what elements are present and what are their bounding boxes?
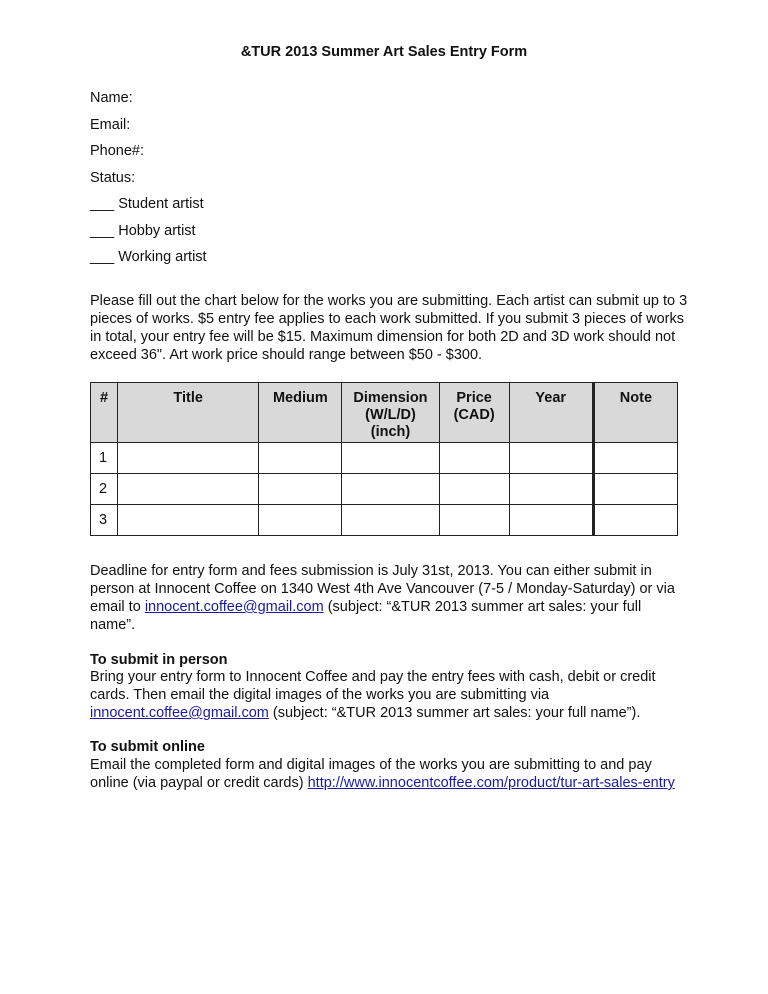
year-cell[interactable] bbox=[509, 443, 593, 474]
entry-table bbox=[90, 382, 678, 536]
deadline-text-end: (subject: “&TUR 2013 summer art sales: your full name”. bbox=[90, 599, 642, 633]
title-cell[interactable] bbox=[118, 474, 259, 505]
table-header-row bbox=[91, 383, 678, 443]
row-number: 3 bbox=[91, 505, 118, 536]
note-cell[interactable] bbox=[593, 474, 677, 505]
online-text: Email the completed form and digital images of the works you are submitting to and pay online (via paypal or credit cards) bbox=[90, 757, 652, 791]
dimension-cell[interactable] bbox=[342, 474, 439, 505]
medium-cell[interactable] bbox=[259, 474, 342, 505]
form-title: &TUR 2013 Summer Art Sales Entry Form bbox=[240, 44, 528, 60]
header-dimension: Dimension (W/L/D) (inch) bbox=[342, 383, 439, 443]
in-person-text: Bring your entry form to Innocent Coffee and pay the entry fees with cash, debit or credit cards. Then email the digital images of the works you are submitting via bbox=[90, 669, 656, 703]
header-number: # bbox=[91, 383, 118, 443]
year-cell[interactable] bbox=[509, 474, 593, 505]
intro-paragraph: Please fill out the chart below for the works you are submitting. Each artist can submit up to 3 pieces of works. $5 entry fee applies to each work submitted. If you submit 3 pieces of works in total, your entry fee will be $15. Maximum dimension for both 2D and 3D work should not exceed 36". Art work price should range between $50 - $300. bbox=[90, 293, 688, 363]
header-note: Note bbox=[593, 383, 677, 443]
online-paragraph bbox=[90, 756, 690, 792]
header-title: Title bbox=[118, 383, 259, 443]
in-person-heading: To submit in person bbox=[90, 652, 228, 668]
deadline-text: Deadline for entry form and fees submission is July 31st, 2013. You can either submit in person at Innocent Coffee on 1340 West 4th Ave Vancouver (7-5 / Monday-Saturday) or via email to bbox=[90, 563, 675, 615]
price-cell[interactable] bbox=[439, 443, 509, 474]
year-cell[interactable] bbox=[509, 505, 593, 536]
dimension-cell[interactable] bbox=[342, 505, 439, 536]
status-option-hobby: ___ Hobby artist bbox=[90, 223, 196, 239]
medium-cell[interactable] bbox=[259, 505, 342, 536]
in-person-text-end: (subject: “&TUR 2013 summer art sales: your full name”). bbox=[268, 705, 641, 721]
status-option-working: ___ Working artist bbox=[90, 249, 207, 265]
header-price: Price (CAD) bbox=[439, 383, 509, 443]
table-row bbox=[91, 474, 678, 505]
table-row bbox=[91, 505, 678, 536]
status-option-student: ___ Student artist bbox=[90, 196, 204, 212]
email-link[interactable]: innocent.coffee@gmail.com bbox=[144, 599, 324, 615]
row-number: 1 bbox=[91, 443, 118, 474]
header-medium: Medium bbox=[259, 383, 342, 443]
row-number: 2 bbox=[91, 474, 118, 505]
medium-cell[interactable] bbox=[259, 443, 342, 474]
title-cell[interactable] bbox=[118, 505, 259, 536]
header-year: Year bbox=[509, 383, 593, 443]
name-label: Name: bbox=[90, 90, 133, 106]
dimension-cell[interactable] bbox=[342, 443, 439, 474]
email-label: Email: bbox=[90, 117, 131, 133]
table-row bbox=[91, 443, 678, 474]
price-cell[interactable] bbox=[439, 474, 509, 505]
product-link[interactable]: http://www.innocentcoffee.com/product/tur-art-sales-entry bbox=[307, 775, 675, 791]
online-heading: To submit online bbox=[90, 739, 205, 755]
note-cell[interactable] bbox=[593, 505, 677, 536]
email-link[interactable]: innocent.coffee@gmail.com bbox=[90, 705, 269, 721]
price-cell[interactable] bbox=[439, 505, 509, 536]
phone-label: Phone#: bbox=[90, 143, 145, 159]
title-cell[interactable] bbox=[118, 443, 259, 474]
status-label: Status: bbox=[90, 170, 136, 186]
note-cell[interactable] bbox=[593, 443, 677, 474]
in-person-paragraph bbox=[90, 668, 690, 722]
deadline-paragraph bbox=[90, 562, 690, 634]
